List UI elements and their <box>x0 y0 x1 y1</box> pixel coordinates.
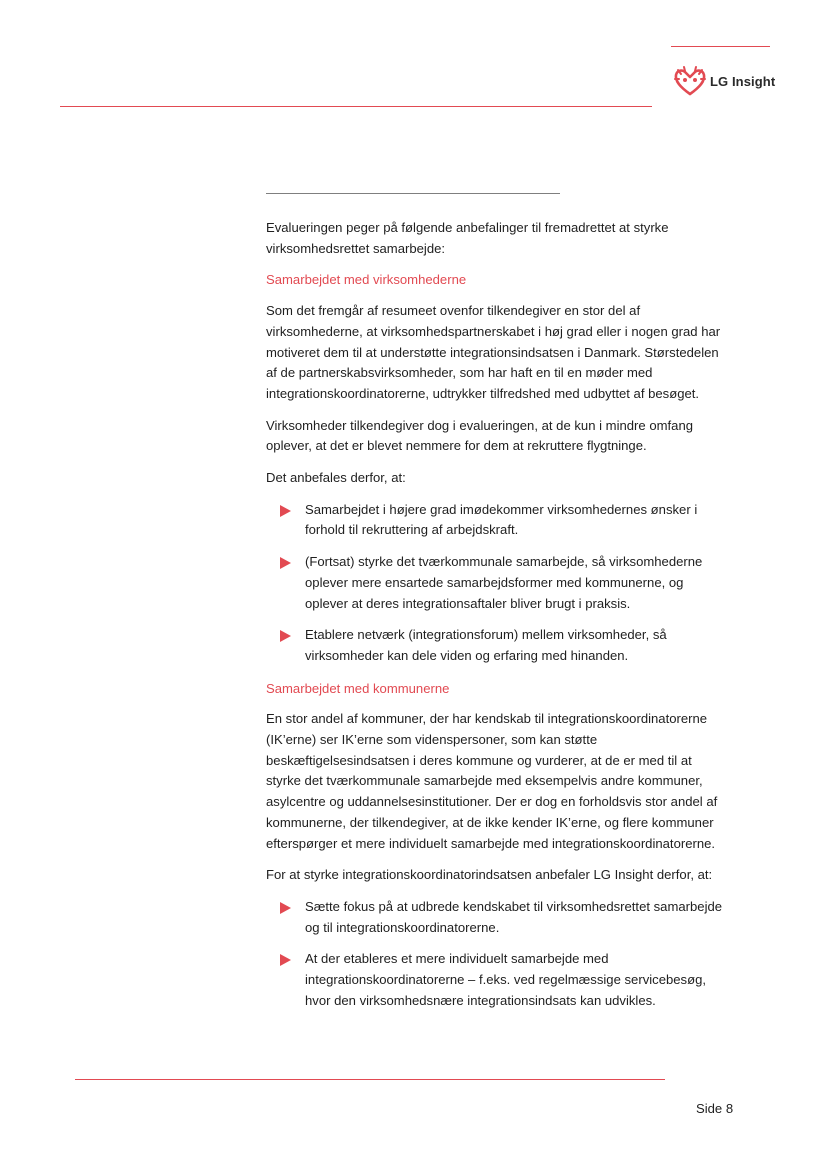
footer-rule <box>75 1079 665 1080</box>
list-item-text: (Fortsat) styrke det tværkommunale samarbejde, så virksomhederne oplever mere ensartede samarbejdsformer med kommunerne, og oplever at deres integrationsaftaler bliver brugt i praksis. <box>305 554 703 611</box>
lg-insight-logo <box>672 64 782 98</box>
body-paragraph: En stor andel af kommuner, der har kendskab til integrationskoordinatorerne (IK’erne) ser IK’erne som videnspersoner, som kan støtte beskæftigelsesindsatsen i deres kommune og vurderer, at de er med til at styrke det tværkommunale samarbejde med eksempelvis andre kommuner, asylcentre og uddannelsesinstitutioner. Der er dog en forholdsvis stor andel af kommunerne, der tilkendegiver, at de ikke kender IK’erne, og flere kommuner efterspørger et mere individuelt samarbejde med integrationskoordinatorerne. <box>266 711 718 851</box>
section-heading-kommuner: Samarbejdet med kommunerne <box>266 680 450 696</box>
document-body <box>266 218 728 1024</box>
body-paragraph: Virksomheder tilkendegiver dog i evalueringen, at de kun i mindre omfang oplever, at det er blevet nemmere for dem at rekruttere flygtninge. <box>266 417 694 454</box>
body-paragraph: Som det fremgår af resumeet ovenfor tilkendegiver en stor del af virksomhederne, at virksomhedspartnerskabet i høj grad eller i nogen grad har motiveret dem til at understøtte integrationsindsatsen i Danmark. Størstedelen af de partnerskabsvirksomheder, som har haft en til en møder med integrationskoordinatorerne, udtrykker tilfredshed med udbyttet af besøget. <box>266 303 721 401</box>
list-item <box>266 552 728 614</box>
triangle-bullet-icon <box>280 630 291 642</box>
intro-paragraph: Evalueringen peger på følgende anbefalinger til fremadrettet at styrke virksomhedsrettet samarbejde: <box>266 220 669 256</box>
body-paragraph: For at styrke integrationskoordinatorindsatsen anbefaler LG Insight derfor, at: <box>266 867 713 883</box>
list-item-text: Etablere netværk (integrationsforum) mellem virksomheder, så virksomheder kan dele viden og erfaring med hinanden. <box>305 627 667 663</box>
triangle-bullet-icon <box>280 954 291 966</box>
list-item <box>266 897 728 938</box>
list-item <box>266 949 728 1011</box>
body-paragraph: Det anbefales derfor, at: <box>266 470 406 486</box>
section-heading-virksomheder: Samarbejdet med virksomhederne <box>266 272 467 288</box>
logo-mark-icon <box>672 65 708 97</box>
list-item-text: Samarbejdet i højere grad imødekommer virksomhedernes ønsker i forhold til rekruttering af arbejdskraft. <box>305 501 698 538</box>
header-rule <box>60 106 652 107</box>
list-item-text: Sætte fokus på at udbrede kendskabet til virksomhedsrettet samarbejde og til integrationskoordinatorerne. <box>305 898 723 935</box>
list-item <box>266 625 728 666</box>
triangle-bullet-icon <box>280 902 291 914</box>
list-item <box>266 500 728 541</box>
recommendation-list-kommuner <box>266 897 728 1012</box>
logo-text: LG Insight <box>710 73 776 89</box>
triangle-bullet-icon <box>280 505 291 517</box>
recommendation-list-virksomheder <box>266 500 728 667</box>
header-accent-rule <box>671 46 770 47</box>
list-item-text: At der etableres et mere individuelt samarbejde med integrationskoordinatorerne – f.eks. ved regelmæssige servicebesøg, hvor den virksomhedsnære integrationsindsats kan udvikles. <box>305 951 707 1008</box>
triangle-bullet-icon <box>280 557 291 569</box>
page-number: Side 8 <box>696 1101 734 1116</box>
section-divider <box>266 193 560 194</box>
